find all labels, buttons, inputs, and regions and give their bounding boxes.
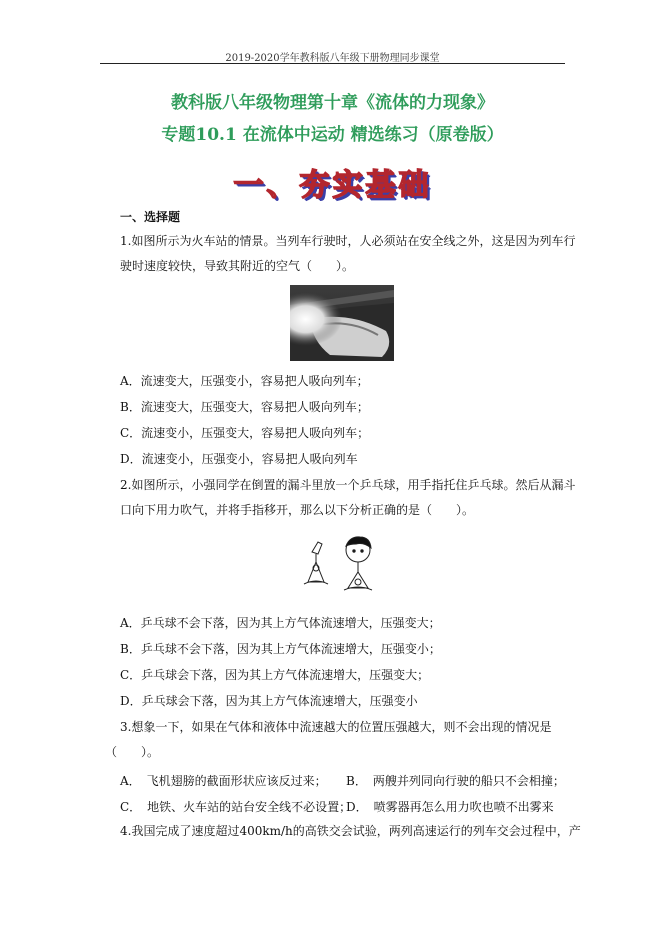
q2-stem-line2: 口向下用力吹气，并将手指移开，那么以下分析正确的是（ ）。	[120, 503, 475, 517]
q3-option-b: B． 两艘并列同向行驶的船只不会相撞；	[346, 774, 565, 788]
q2-stem-line1: 2.如图所示，小强同学在倒置的漏斗里放一个乒乓球，用手指托住乒乓球。然后从漏斗	[120, 478, 576, 492]
section-banner: 一、夯实基础	[233, 168, 432, 203]
q1-option-b: B．流速变大，压强变大，容易把人吸向列车；	[120, 400, 369, 414]
page-header: 2019-2020学年教科版八年级下册物理同步课堂	[225, 53, 440, 64]
q2-option-a: A．乒乓球不会下落，因为其上方气体流速增大，压强变大；	[120, 616, 441, 630]
q1-stem-line1: 1.如图所示为火车站的情景。当列车行驶时，人必须站在安全线之外，这是因为列车行	[120, 234, 576, 248]
q1-option-d: D．流速变小，压强变小，容易把人吸向列车	[120, 452, 358, 466]
q3-option-c: C． 地铁、火车站的站台安全线不必设置；	[120, 800, 352, 814]
q2-option-d: D．乒乓球会下落，因为其上方气体流速增大，压强变小	[120, 694, 418, 708]
header-rule	[100, 63, 565, 64]
q3-option-a: A． 飞机翅膀的截面形状应该反过来；	[120, 774, 327, 788]
q3-stem-line2: （ ）。	[105, 745, 160, 759]
q1-option-c: C．流速变小，压强变大，容易把人吸向列车；	[120, 426, 370, 440]
section-heading: 一、选择题	[120, 210, 181, 224]
document-subtitle: 专题10.1 在流体中运动 精选练习（原卷版）	[161, 125, 504, 145]
q3-option-d: D． 喷雾器再怎么用力吹也喷不出雾来	[346, 800, 554, 814]
q2-option-b: B．乒乓球不会下落，因为其上方气体流速增大，压强变小；	[120, 642, 441, 656]
train-station-photo	[290, 285, 394, 361]
funnel-experiment-sketch	[300, 532, 385, 592]
q1-option-a: A．流速变大，压强变小，容易把人吸向列车；	[120, 374, 369, 388]
q3-stem-line1: 3.想象一下，如果在气体和液体中流速越大的位置压强越大，则不会出现的情况是	[120, 720, 552, 734]
document-title: 教科版八年级物理第十章《流体的力现象》	[171, 93, 494, 113]
q1-stem-line2: 驶时速度较快，导致其附近的空气（ ）。	[120, 259, 355, 273]
q4-stem-line1: 4.我国完成了速度超过400km/h的高铁交会试验，两列高速运行的列车交会过程中，产	[120, 824, 581, 838]
q2-option-c: C．乒乓球会下落，因为其上方气体流速增大，压强变大；	[120, 668, 430, 682]
